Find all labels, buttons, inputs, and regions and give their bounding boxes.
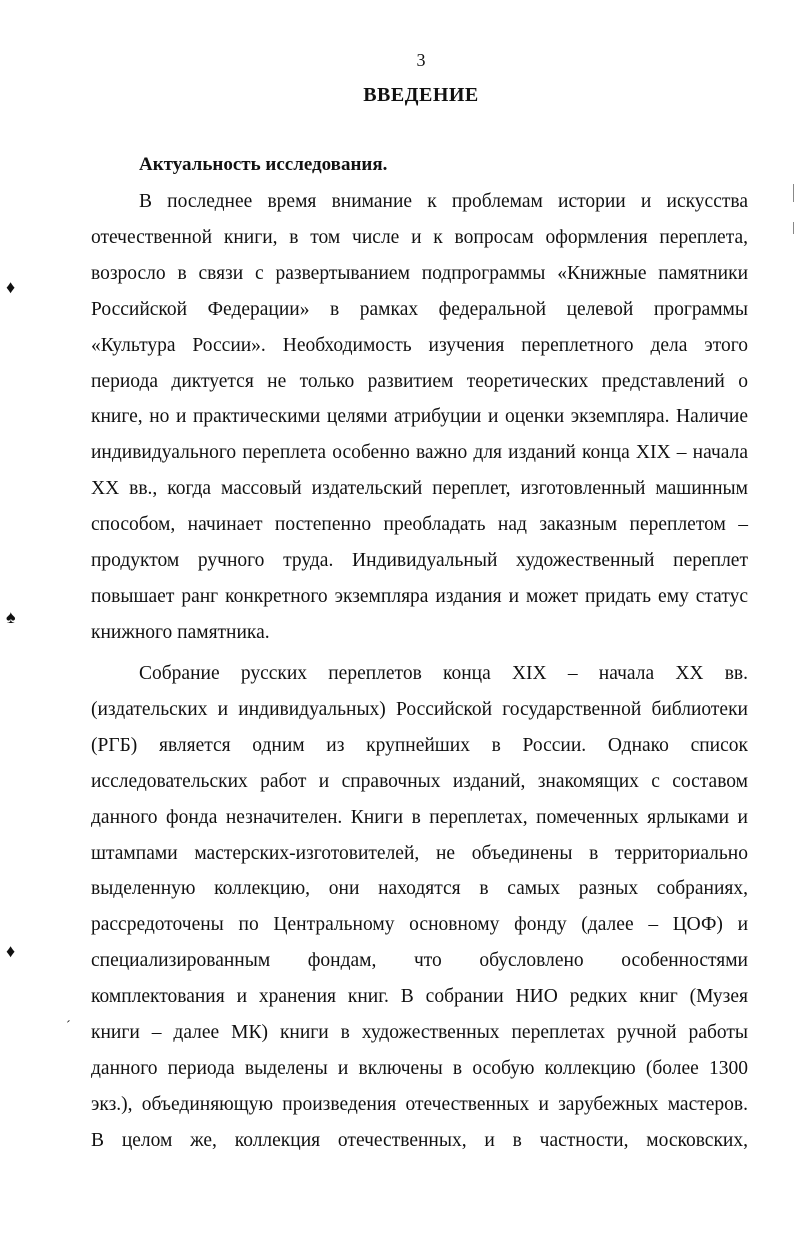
text-line: исследовательских работ и справочных изданий, знакомящих с составом (91, 770, 748, 792)
paragraph-2 (91, 656, 748, 1159)
text-line: повышает ранг конкретного экземпляра издания и может придать ему статус (91, 585, 748, 607)
text-line: В целом же, коллекция отечественных, и в частности, московских, (91, 1129, 748, 1151)
page-number: 3 (416, 50, 426, 70)
scan-mark-icon: ♠ (6, 607, 16, 627)
paragraph-1 (91, 184, 748, 651)
text-line: Российской Федерации» в рамках федеральной целевой программы (91, 298, 748, 320)
scan-mark-icon: ♦ (6, 277, 16, 297)
scan-mark-icon: ♦ (6, 941, 16, 961)
text-line: (издательских и индивидуальных) Российской государственной библиотеки (91, 698, 748, 720)
text-line: периода диктуется не только развитием теоретических представлений о (91, 370, 748, 392)
scan-edge-artifact (793, 184, 794, 202)
text-line: книге, но и практическими целями атрибуции и оценки экземпляра. Наличие (91, 406, 748, 428)
text-line: выделенную коллекцию, они находятся в самых разных собраниях, (91, 878, 748, 900)
text-line: продуктом ручного труда. Индивидуальный художественный переплет (91, 550, 748, 572)
text-line: отечественной книги, в том числе и к вопросам оформления переплета, (91, 226, 748, 248)
text-line: данного периода выделены и включены в особую коллекцию (более 1300 (91, 1057, 748, 1079)
text-line: рассредоточены по Центральному основному фонду (далее – ЦОФ) и (91, 914, 748, 936)
text-line: возросло в связи с развертыванием подпрограммы «Книжные памятники (91, 262, 748, 284)
text-line: Собрание русских переплетов конца XIX – начала XX вв. (139, 663, 748, 684)
text-line: специализированным фондам, что обусловлено особенностями (91, 950, 748, 972)
text-line: (РГБ) является одним из крупнейших в России. Однако список (91, 734, 748, 756)
text-line: индивидуального переплета особенно важно для изданий конца XIX – начала (91, 442, 748, 464)
text-line: экз.), объединяющую произведения отечественных и зарубежных мастеров. (91, 1093, 748, 1115)
text-line: книжного памятника. (91, 621, 270, 643)
text-line: «Культура России». Необходимость изучения переплетного дела этого (91, 334, 748, 356)
text-line: способом, начинает постепенно преобладать над заказным переплетом – (91, 514, 748, 536)
text-line: комплектования и хранения книг. В собрании НИО редких книг (Музея (91, 986, 748, 1008)
section-heading: Актуальность исследования. (139, 154, 388, 175)
text-line: книги – далее МК) книги в художественных переплетах ручной работы (91, 1022, 748, 1044)
text-line: XX вв., когда массовый издательский переплет, изготовленный машинным (91, 478, 748, 500)
text-line: данного фонда незначителен. Книги в переплетах, помеченных ярлыками и (91, 806, 748, 828)
text-line: В последнее время внимание к проблемам истории и искусства (139, 191, 748, 212)
text-line: штампами мастерских-изготовителей, не объединены в территориально (91, 842, 748, 864)
scan-mark-icon: ˊ (66, 1019, 71, 1034)
page-title: ВВЕДЕНИЕ (363, 84, 479, 106)
scan-edge-artifact (793, 222, 794, 234)
